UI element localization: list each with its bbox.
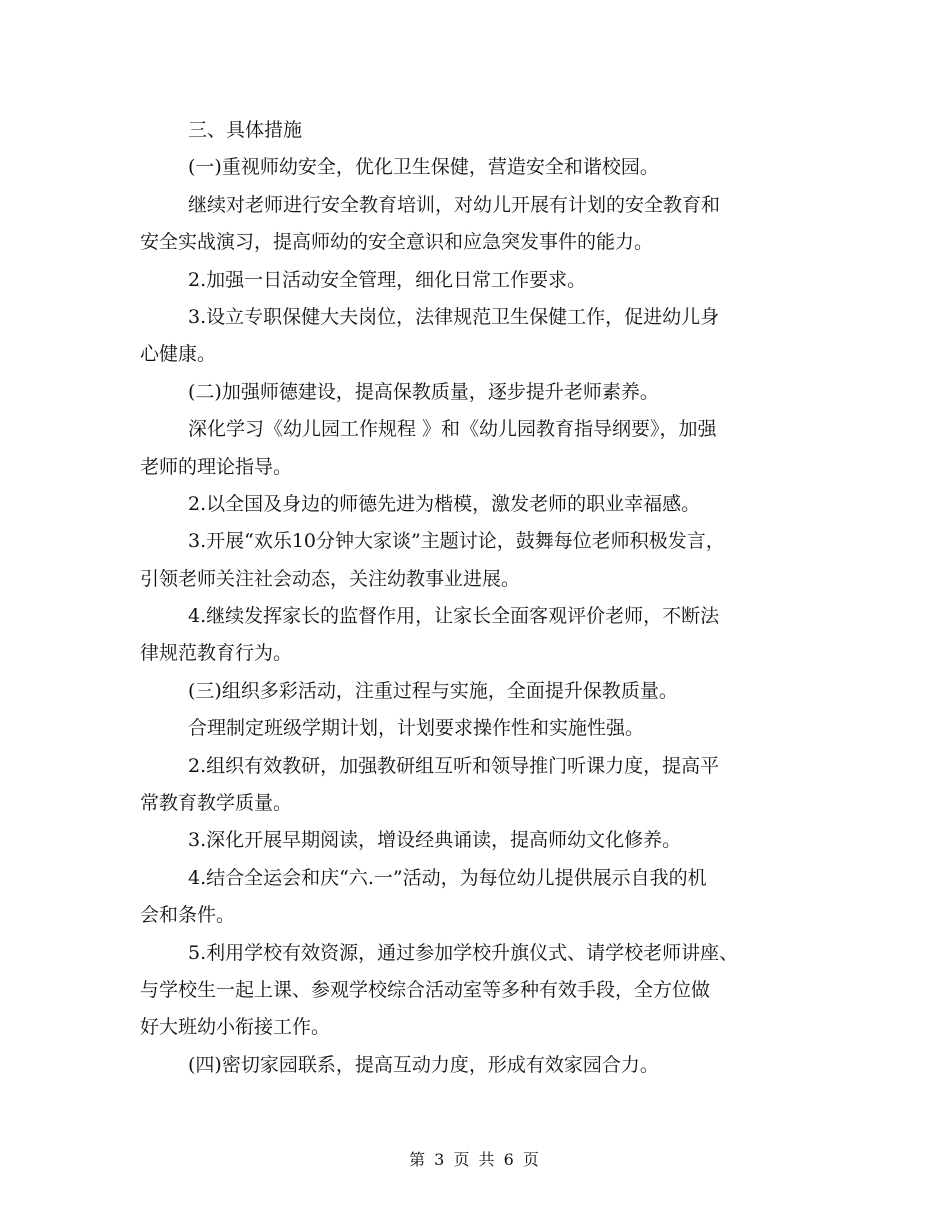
- paragraph-line: 2.组织有效教研，加强教研组互听和领导推门听课力度，提高平: [188, 754, 720, 777]
- subsection-heading-3: (三)组织多彩活动，注重过程与实施，全面提升保教质量。: [188, 679, 678, 702]
- subsection-heading-1: (一)重视师幼安全，优化卫生保健，营造安全和谐校园。: [188, 156, 659, 179]
- paragraph-line: 4.结合全运会和庆“六.一”活动，为每位幼儿提供展示自我的机: [188, 866, 707, 889]
- paragraph-line: 4.继续发挥家长的监督作用，让家长全面客观评价老师，不断法: [188, 605, 720, 628]
- paragraph-line: 3.深化开展早期阅读，增设经典诵读，提高师幼文化修养。: [188, 829, 682, 852]
- paragraph-line: 律规范教育行为。: [140, 642, 293, 665]
- paragraph-line: 3.开展“欢乐10分钟大家谈”主题讨论，鼓舞每位老师积极发言，: [188, 530, 725, 553]
- paragraph-line: 与学校生一起上课、参观学校综合活动室等多种有效手段，全方位做: [140, 978, 711, 1001]
- subsection-heading-4: (四)密切家园联系，提高互动力度，形成有效家园合力。: [188, 1053, 659, 1076]
- paragraph-line: 会和条件。: [140, 904, 236, 927]
- paragraph-line: 好大班幼小衔接工作。: [140, 1016, 331, 1039]
- subsection-heading-2: (二)加强师德建设，提高保教质量，逐步提升老师素养。: [188, 380, 659, 403]
- document-body: [140, 112, 820, 1084]
- paragraph-line: 5.利用学校有效资源，通过参加学校升旗仪式、请学校老师讲座、: [188, 941, 739, 964]
- paragraph-line: 安全实战演习，提高师幼的安全意识和应急突发事件的能力。: [140, 231, 654, 254]
- paragraph-line: 心健康。: [140, 343, 217, 366]
- paragraph-line: 引领老师关注社会动态，关注幼教事业进展。: [140, 567, 521, 590]
- paragraph-line: 深化学习《幼儿园工作规程 》和《幼儿园教育指导纲要》，加强: [188, 418, 717, 441]
- paragraph-line: 合理制定班级学期计划，计划要求操作性和实施性强。: [188, 717, 645, 740]
- paragraph-line: 继续对老师进行安全教育培训，对幼儿开展有计划的安全教育和: [188, 193, 721, 216]
- paragraph-line: 2.以全国及身边的师德先进为楷模，激发老师的职业幸福感。: [188, 492, 701, 515]
- paragraph-line: 3.设立专职保健大夫岗位，法律规范卫生保健工作，促进幼儿身: [188, 305, 720, 328]
- paragraph-line: 老师的理论指导。: [140, 455, 293, 478]
- section-heading: 三、具体措施: [188, 119, 303, 141]
- paragraph-line: 2.加强一日活动安全管理，细化日常工作要求。: [188, 268, 587, 291]
- paragraph-line: 常教育教学质量。: [140, 792, 293, 815]
- page-number-footer: 第 3 页 共 6 页: [409, 1150, 541, 1169]
